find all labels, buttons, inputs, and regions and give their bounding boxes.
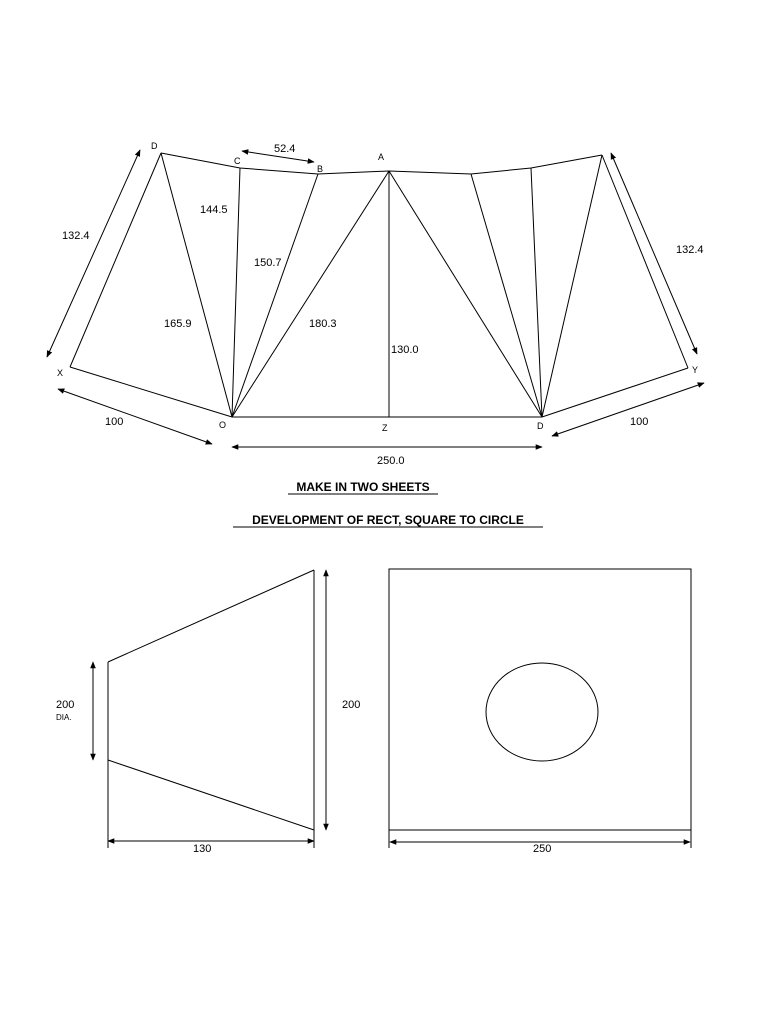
point-label-x: X <box>57 368 64 378</box>
line-d-3 <box>531 168 542 417</box>
right-base-edge <box>542 368 688 417</box>
elevation-view <box>56 570 360 855</box>
line-d-4 <box>542 155 602 417</box>
dim-base-value: 250.0 <box>377 455 405 467</box>
line-oc <box>232 168 240 417</box>
dim-dia-unit: DIA. <box>56 713 72 722</box>
dim-length-value: 130 <box>193 843 212 855</box>
dim-oc-value: 144.5 <box>200 204 228 216</box>
dim-xo-value: 100 <box>105 416 124 428</box>
left-outer-edge <box>70 153 161 367</box>
dim-right-side-value: 132.4 <box>676 244 704 256</box>
line-d-2 <box>471 174 542 417</box>
dim-za-value: 130.0 <box>391 344 419 356</box>
dim-cb-value: 52.4 <box>274 143 296 155</box>
dim-od-value: 165.9 <box>164 318 192 330</box>
plan-circle <box>486 663 598 761</box>
point-label-a: A <box>378 152 385 162</box>
right-outer-edge <box>602 155 688 368</box>
dim-xo-arrow <box>58 389 212 444</box>
left-base-edge <box>70 367 232 417</box>
title-sheets: MAKE IN TWO SHEETS <box>296 480 430 494</box>
point-label-b: B <box>317 164 324 174</box>
dim-dy-arrow <box>552 383 704 436</box>
point-label-z: Z <box>382 423 388 433</box>
dim-left-side-arrow <box>47 150 140 357</box>
dim-dy-value: 100 <box>630 416 649 428</box>
line-oa <box>232 171 389 417</box>
title-main: DEVELOPMENT OF RECT, SQUARE TO CIRCLE <box>252 513 524 527</box>
plan-rectangle <box>389 569 691 830</box>
point-label-d-right: D <box>537 421 544 431</box>
elev-top-edge <box>108 570 314 662</box>
line-ob <box>232 174 318 417</box>
dim-ob-value: 150.7 <box>254 257 282 269</box>
dim-plan-width-value: 250 <box>533 843 552 855</box>
dim-height-value: 200 <box>342 699 361 711</box>
elev-bottom-edge <box>108 760 314 830</box>
dim-oa-value: 180.3 <box>309 318 337 330</box>
point-label-y: Y <box>692 365 699 375</box>
line-od <box>161 153 232 417</box>
development-pattern <box>47 141 704 467</box>
plan-view <box>389 569 691 855</box>
point-label-c: C <box>234 156 241 166</box>
dim-left-side-value: 132.4 <box>62 230 90 242</box>
dim-dia-value: 200 <box>56 699 75 711</box>
line-da-right <box>389 171 542 417</box>
point-label-o: O <box>219 420 227 430</box>
titles <box>233 480 543 527</box>
point-label-d-left: D <box>151 141 158 151</box>
